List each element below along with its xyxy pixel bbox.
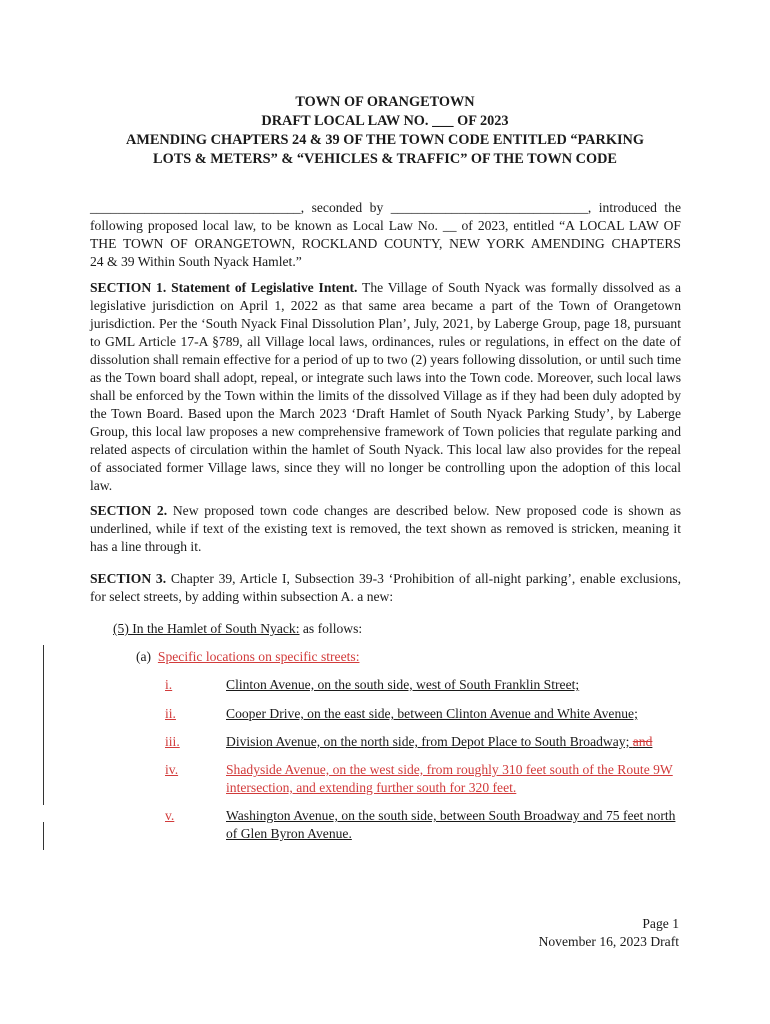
subsection-a	[136, 648, 359, 666]
page-number: Page 1	[642, 916, 679, 931]
document-title	[90, 93, 680, 169]
intro-line-2: following proposed local law, to be known as Local Law No. __ of 2023, entitled “A LOCAL LAW OF	[90, 218, 681, 233]
list-item-number: iv.	[165, 762, 179, 777]
list-item-text-line-1: Washington Avenue, on the south side, between South Broadway and 75 feet north	[226, 808, 676, 823]
section-2-heading: SECTION 2.	[90, 503, 168, 518]
list-item-number: iii.	[165, 734, 180, 749]
title-line-3: AMENDING CHAPTERS 24 & 39 OF THE TOWN CODE ENTITLED “PARKING	[126, 132, 644, 148]
section-2-text: New proposed town code changes are described below. New proposed code is shown as underlined, while if text of the existing text is removed, the text shown as removed is stricken, meaning it has a line through it.	[90, 503, 681, 554]
intro-paragraph	[90, 199, 681, 271]
intro-line-3: THE TOWN OF ORANGETOWN, ROCKLAND COUNTY, NEW YORK AMENDING CHAPTERS	[90, 236, 681, 251]
draft-date: November 16, 2023 Draft	[538, 934, 679, 949]
intro-line-4: 24 & 39 Within South Nyack Hamlet.”	[90, 254, 302, 269]
title-line-4: LOTS & METERS” & “VEHICLES & TRAFFIC” OF THE TOWN CODE	[153, 151, 617, 167]
list-item	[165, 761, 685, 797]
section-1-paragraph	[90, 279, 681, 495]
section-3-text: Chapter 39, Article I, Subsection 39-3 ‘Prohibition of all-night parking’, enable exclusions, for select streets, by adding within subsection A. a new:	[90, 571, 681, 604]
list-item-text: Cooper Drive, on the east side, between Clinton Avenue and White Avenue;	[226, 706, 638, 721]
list-item	[165, 676, 685, 694]
title-line-2: DRAFT LOCAL LAW NO. ___ OF 2023	[261, 113, 509, 129]
list-item	[165, 733, 685, 751]
subsection-5	[113, 620, 362, 638]
subsection-a-label: (a)	[136, 649, 152, 664]
list-item-text-line-2: intersection, and extending further south for 320 feet.	[226, 780, 517, 795]
section-3-paragraph	[90, 570, 681, 606]
struck-text: and	[632, 734, 653, 749]
subsection-5-label: (5) In the Hamlet of South Nyack:	[113, 621, 300, 636]
list-item	[165, 807, 685, 843]
list-item-number: v.	[165, 808, 175, 823]
list-item-text-line-2: of Glen Byron Avenue.	[226, 826, 352, 841]
section-2-paragraph	[90, 502, 681, 556]
revision-bar-2	[43, 822, 44, 850]
list-item-number: ii.	[165, 706, 176, 721]
list-item-text: Division Avenue, on the north side, from Depot Place to South Broadway;	[226, 734, 630, 749]
intro-line-1: _______________________________, seconded by _____________________________, introduced the	[90, 200, 681, 215]
section-3-heading: SECTION 3.	[90, 571, 167, 586]
revision-bar-1	[43, 645, 44, 805]
list-item-text: Clinton Avenue, on the south side, west of South Franklin Street;	[226, 677, 580, 692]
subsection-5-rest: as follows:	[299, 621, 363, 636]
list-item-text-wrap	[226, 733, 685, 751]
page-footer	[539, 915, 679, 951]
list-item-text-line-1: Shadyside Avenue, on the west side, from roughly 310 feet south of the Route 9W	[226, 762, 673, 777]
subsection-a-text: Specific locations on specific streets:	[157, 649, 360, 664]
list-item	[165, 705, 685, 723]
section-1-heading: SECTION 1. Statement of Legislative Intent.	[90, 280, 358, 295]
title-line-1: TOWN OF ORANGETOWN	[295, 94, 475, 110]
section-1-text: The Village of South Nyack was formally dissolved as a legislative jurisdiction on April 1, 2022 as that same area became a part of the Town of Orangetown jurisdiction. Per the ‘South Nyack Final Dissolution Plan’, July, 2021, by Laberge Group, page 18, pursuant to GML Article 17-A §789, all Village local laws, ordinances, rules or regulations, in effect on the date of dissolution shall remain effective for a period of up to two (2) years following dissolution, or until such time as the Town board shall adopt, repeal, or integrate such laws into the Town code. Moreover, such local laws shall be enforced by the Town within the limits of the dissolved Village as if they had been duly adopted by the Town Board. Based upon the March 2023 ‘Draft Hamlet of South Nyack Parking Study’, by Laberge Group, this local law proposes a new comprehensive framework of Town policies that regulate parking and related aspects of circulation within the hamlet of South Nyack. This local law also provides for the repeal of associated former Village laws, since they will no longer be controlling upon the adoption of this local law.	[90, 280, 681, 493]
list-item-number: i.	[165, 677, 173, 692]
